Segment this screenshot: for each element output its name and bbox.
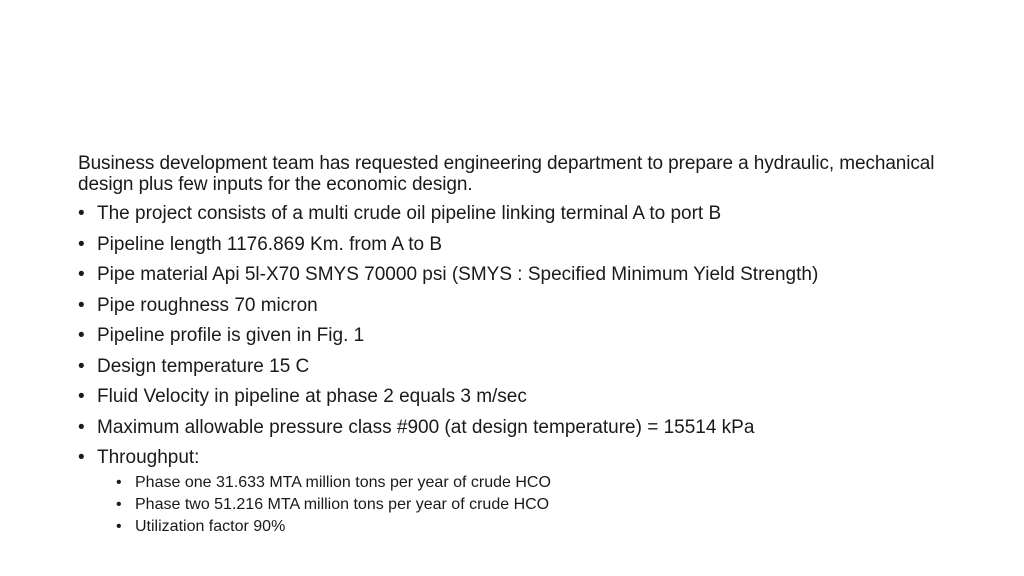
bullet-icon: • xyxy=(78,416,85,438)
sublist-item xyxy=(116,494,978,516)
bullet-icon: • xyxy=(78,264,85,285)
bullet-icon: • xyxy=(78,355,85,377)
intro-paragraph: Business development team has requested engineering department to prepare a hydraulic, mechanical design plus few inputs for the economic design. xyxy=(78,153,935,195)
list-item-text: Maximum allowable pressure class #900 (at design temperature) = 15514 kPa xyxy=(97,416,755,438)
list-item-text: Pipe roughness 70 micron xyxy=(97,294,318,316)
requirements-list xyxy=(78,203,978,538)
bullet-icon: • xyxy=(78,325,85,346)
list-item xyxy=(78,417,978,439)
sublist-item-text: Utilization factor 90% xyxy=(135,518,286,535)
bullet-icon: • xyxy=(116,518,122,535)
sublist-item-text: Phase one 31.633 MTA million tons per year of crude HCO xyxy=(135,474,551,491)
throughput-sublist xyxy=(116,472,978,538)
sublist-item xyxy=(116,516,978,538)
sublist-item xyxy=(116,472,978,494)
list-item-text: Pipe material Api 5l-X70 SMYS 70000 psi (SMYS : Specified Minimum Yield Strength) xyxy=(97,264,819,285)
list-item xyxy=(78,203,978,225)
list-item-text: Pipeline length 1176.869 Km. from A to B xyxy=(97,233,443,255)
list-item-text: Design temperature 15 C xyxy=(97,355,310,377)
bullet-icon: • xyxy=(116,474,122,491)
list-item-throughput xyxy=(78,447,978,538)
slide-content xyxy=(78,153,978,547)
list-item-text: The project consists of a multi crude oil pipeline linking terminal A to port B xyxy=(97,203,722,224)
list-item xyxy=(78,234,978,256)
bullet-icon: • xyxy=(78,386,85,407)
bullet-icon: • xyxy=(78,447,85,468)
bullet-icon: • xyxy=(78,203,85,224)
bullet-icon: • xyxy=(78,233,85,255)
sublist-item-text: Phase two 51.216 MTA million tons per year of crude HCO xyxy=(135,496,550,513)
list-item-text: Pipeline profile is given in Fig. 1 xyxy=(97,325,365,346)
bullet-icon: • xyxy=(78,294,85,316)
list-item xyxy=(78,295,978,317)
list-item-text: Throughput: xyxy=(97,447,200,468)
list-item xyxy=(78,356,978,378)
list-item-text: Fluid Velocity in pipeline at phase 2 equals 3 m/sec xyxy=(97,386,527,407)
list-item xyxy=(78,325,978,347)
list-item xyxy=(78,386,978,408)
bullet-icon: • xyxy=(116,496,122,513)
list-item xyxy=(78,264,978,286)
